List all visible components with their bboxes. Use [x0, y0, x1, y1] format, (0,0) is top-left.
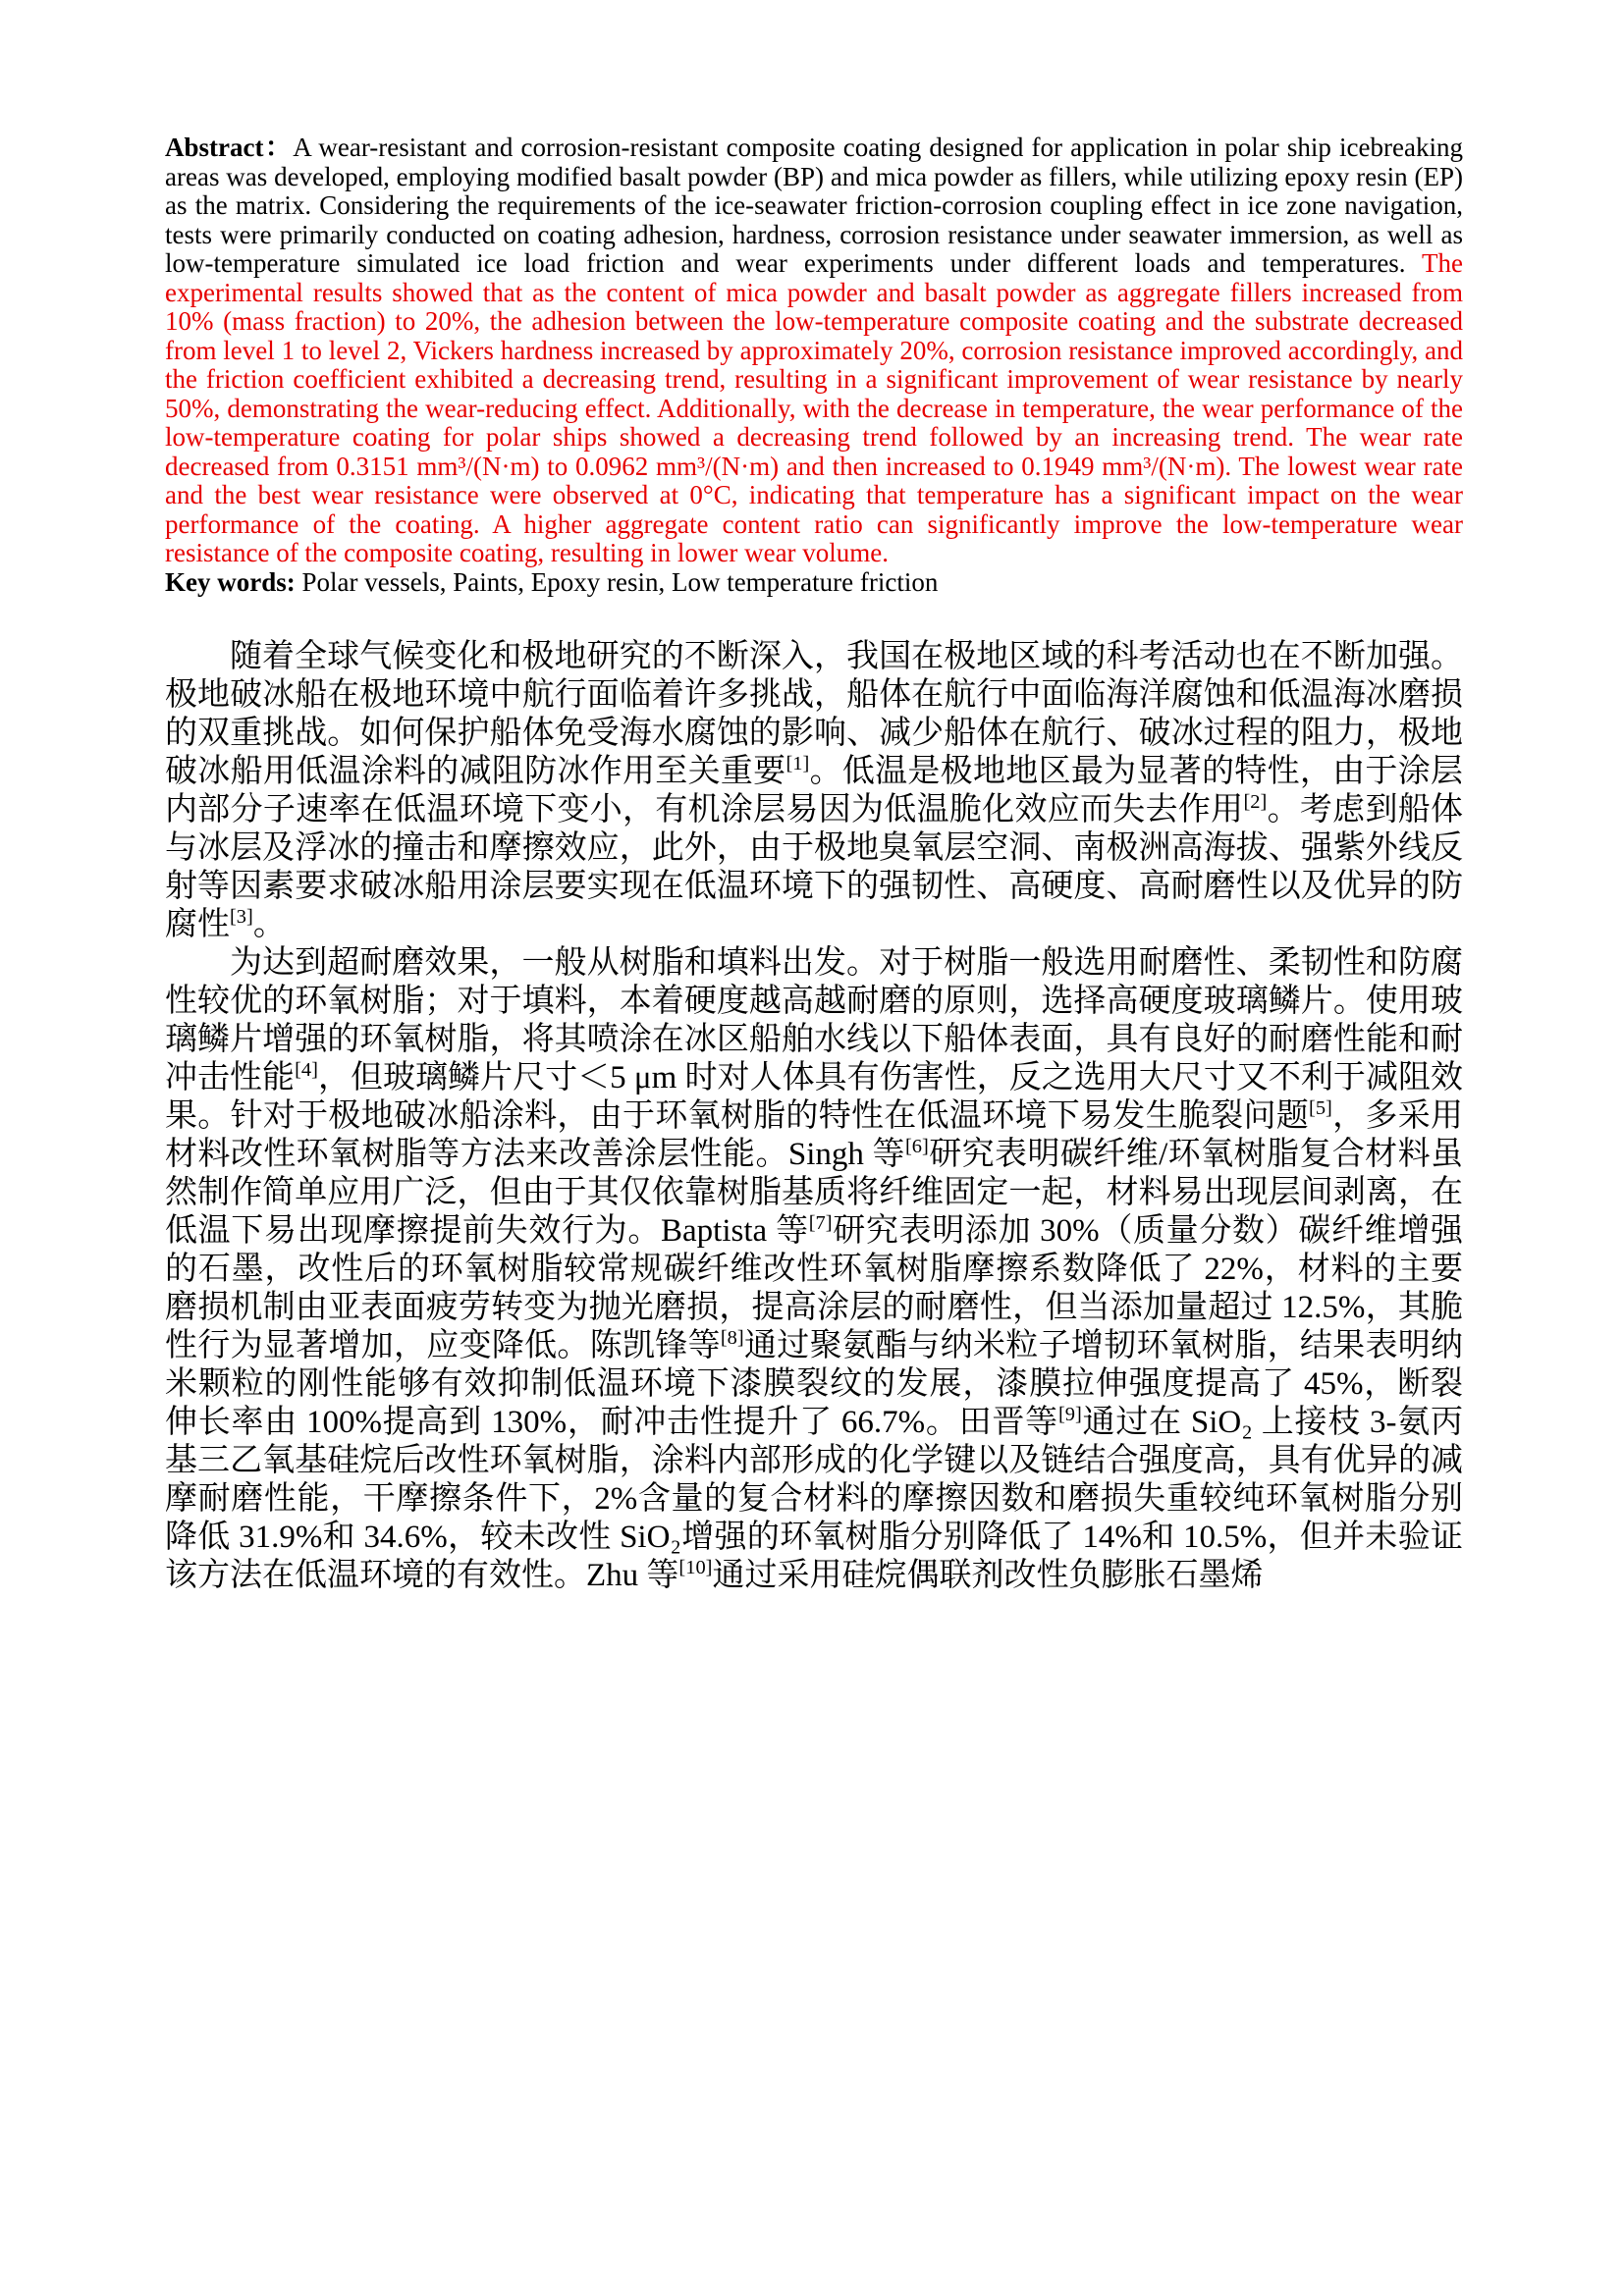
- abstract-text-black: A wear-resistant and corrosion-resistant composite coating designed for application in polar ship icebreaking areas was developed, employing modified basalt powder (BP) and mica powder as fillers, while utilizing epoxy resin (EP) as the matrix. Considering the requirements of the ice-seawater friction-corrosion coupling effect in ice zone navigation, tests were primarily conducted on coating adhesion, hardness, corrosion resistance under seawater immersion, as well as low-temperature simulated ice load friction and wear experiments under different loads and temperatures.: [165, 133, 1463, 278]
- abstract-label: Abstract：: [165, 133, 294, 162]
- keywords-label: Key words:: [165, 566, 296, 597]
- body-paragraph-2: 为达到超耐磨效果，一般从树脂和填料出发。对于树脂一般选用耐磨性、柔韧性和防腐性较优的环氧树脂；对于填料，本着硬度越高越耐磨的原则，选择高硬度玻璃鳞片。使用玻璃鳞片增强的环氧树脂，将其喷涂在冰区船舶水线以下船体表面，具有良好的耐磨性能和耐冲击性能[4]，但玻璃鳞片尺寸＜5 μm 时对人体具有伤害性，反之选用大尺寸又不利于减阻效果。针对于极地破冰船涂料，由于环氧树脂的特性在低温环境下易发生脆裂问题[5]，多采用材料改性环氧树脂等方法来改善涂层性能。Singh 等[6]研究表明碳纤维/环氧树脂复合材料虽然制作简单应用广泛，但由于其仅依靠树脂基质将纤维固定一起，材料易出现层间剥离，在低温下易出现摩擦提前失效行为。Baptista 等[7]研究表明添加 30%（质量分数）碳纤维增强的石墨，改性后的环氧树脂较常规碳纤维改性环氧树脂摩擦系数降低了 22%，材料的主要磨损机制由亚表面疲劳转变为抛光磨损，提高涂层的耐磨性，但当添加量超过 12.5%，其脆性行为显著增加，应变降低。陈凯锋等[8]通过聚氨酯与纳米粒子增韧环氧树脂，结果表明纳米颗粒的刚性能够有效抑制低温环境下漆膜裂纹的发展，漆膜拉伸强度提高了 45%，断裂伸长率由 100%提高到 130%，耐冲击性提升了 66.7%。田晋等[9]通过在 SiO₂ 上接枝 3-氨丙基三乙氧基硅烷后改性环氧树脂，涂料内部形成的化学键以及链结合强度高，具有优异的减摩耐磨性能，干摩擦条件下，2%含量的复合材料的摩擦因数和磨损失重较纯环氧树脂分别降低 31.9%和 34.6%，较未改性 SiO₂增强的环氧树脂分别降低了 14%和 10.5%，但并未验证该方法在低温环境的有效性。Zhu 等[10]通过采用硅烷偶联剂改性负膨胀石墨烯: [165, 945, 1464, 1593]
- body-text: [165, 638, 1463, 1595]
- page-content: [165, 133, 1463, 1595]
- keywords-line: [165, 568, 1463, 598]
- keywords-text: Polar vessels, Paints, Epoxy resin, Low temperature friction: [295, 566, 939, 597]
- body-paragraph-1: 随着全球气候变化和极地研究的不断深入，我国在极地区域的科考活动也在不断加强。极地破冰船在极地环境中航行面临着许多挑战，船体在航行中面临海洋腐蚀和低温海冰磨损的双重挑战。如何保护船体免受海水腐蚀的影响、减少船体在航行、破冰过程的阻力，极地破冰船用低温涂料的减阻防冰作用至关重要[1]。低温是极地地区最为显著的特性，由于涂层内部分子速率在低温环境下变小，有机涂层易因为低温脆化效应而失去作用[2]。考虑到船体与冰层及浮冰的撞击和摩擦效应，此外，由于极地臭氧层空洞、南极洲高海拔、强紫外线反射等因素要求破冰船用涂层要实现在低温环境下的强韧性、高硬度、高耐磨性以及优异的防腐性[3]。: [165, 639, 1464, 942]
- abstract-text-red: The experimental results showed that as the content of mica powder and basalt powder as aggregate fillers increased from 10% (mass fraction) to 20%, the adhesion between the low-temperature composite coating and the substrate decreased from level 1 to level 2, Vickers hardness increased by approximately 20%, corrosion resistance improved accordingly, and the friction coefficient exhibited a decreasing trend, resulting in a significant improvement of wear resistance by nearly 50%, demonstrating the wear-reducing effect. Additionally, with the decrease in temperature, the wear performance of the low-temperature coating for polar ships showed a decreasing trend followed by an increasing trend. The wear rate decreased from 0.3151 mm³/(N·m) to 0.0962 mm³/(N·m) and then increased to 0.1949 mm³/(N·m). The lowest wear rate and the best wear resistance were observed at 0°C, indicating that temperature has a significant impact on the wear performance of the coating. A higher aggregate content ratio can significantly improve the low-temperature wear resistance of the composite coating, resulting in lower wear volume.: [165, 248, 1463, 567]
- abstract-paragraph: [165, 133, 1463, 568]
